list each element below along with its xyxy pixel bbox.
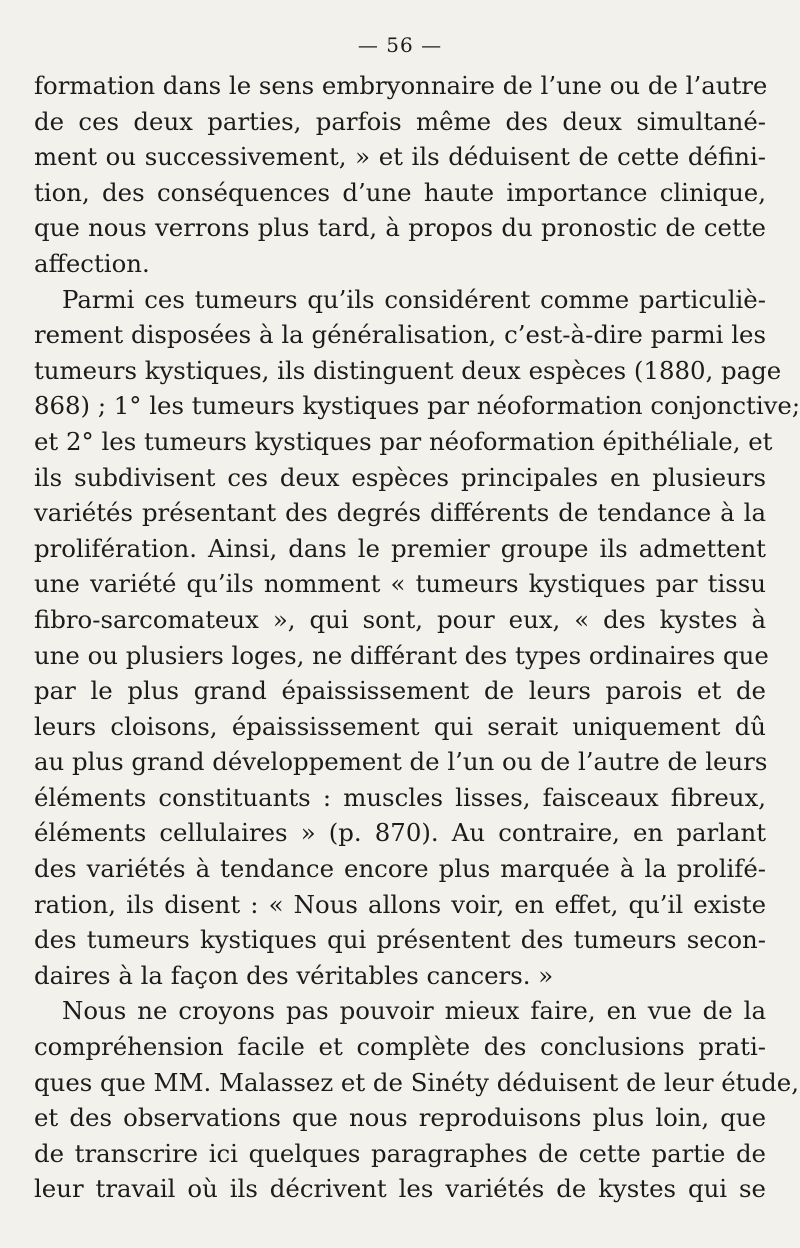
text-line: ment ou successivement, » et ils déduisent de cette défini- bbox=[34, 142, 766, 172]
text-line: ils subdivisent ces deux espèces principales en plusieurs bbox=[34, 462, 766, 492]
text-line: par le plus grand épaississement de leurs parois et de bbox=[34, 676, 766, 706]
text-line: affection. bbox=[34, 248, 150, 278]
text-line: éléments constituants : muscles lisses, faisceaux fibreux, bbox=[34, 782, 766, 812]
body-text bbox=[34, 68, 800, 1207]
text-line: que nous verrons plus tard, à propos du pronostic de cette bbox=[34, 213, 766, 243]
text-line: et 2° les tumeurs kystiques par néoformation épithéliale, et bbox=[34, 426, 773, 456]
text-line: Nous ne croyons pas pouvoir mieux faire, en vue de la bbox=[62, 996, 766, 1026]
text-line: de ces deux parties, parfois même des deux simultané- bbox=[34, 106, 766, 136]
text-line: et des observations que nous reproduisons plus loin, que bbox=[34, 1103, 766, 1133]
text-line: formation dans le sens embryonnaire de l’une ou de l’autre bbox=[34, 71, 768, 100]
text-line: fibro-sarcomateux », qui sont, pour eux, « des kystes à bbox=[34, 604, 766, 634]
text-line: rement disposées à la généralisation, c’est-à-dire parmi les bbox=[34, 320, 766, 350]
text-line: daires à la façon des véritables cancers. » bbox=[34, 960, 554, 990]
text-line: prolifération. Ainsi, dans le premier groupe ils admettent bbox=[34, 533, 766, 563]
text-line: ration, ils disent : « Nous allons voir, en effet, qu’il existe bbox=[34, 889, 766, 919]
text-line: une ou plusiers loges, ne différant des types ordinaires que bbox=[34, 640, 769, 670]
text-line: compréhension facile et complète des conclusions prati- bbox=[34, 1032, 766, 1062]
text-line: ques que MM. Malassez et de Sinéty déduisent de leur étude, bbox=[34, 1067, 799, 1097]
text-line: des variétés à tendance encore plus marquée à la prolifé- bbox=[34, 854, 766, 884]
text-line: une variété qu’ils nomment « tumeurs kystiques par tissu bbox=[34, 569, 766, 599]
text-line: variétés présentant des degrés différents de tendance à la bbox=[34, 498, 766, 528]
text-line: leurs cloisons, épaississement qui serait uniquement dû bbox=[34, 711, 766, 741]
text-line: tumeurs kystiques, ils distinguent deux espèces (1880, page bbox=[34, 355, 782, 385]
text-line: des tumeurs kystiques qui présentent des tumeurs secon- bbox=[34, 925, 766, 955]
text-line: tion, des conséquences d’une haute importance clinique, bbox=[34, 177, 766, 207]
text-line: Parmi ces tumeurs qu’ils considérent comme particuliè- bbox=[62, 284, 766, 314]
text-line: 868) ; 1° les tumeurs kystiques par néoformation conjonctive; bbox=[34, 391, 800, 421]
text-line: leur travail où ils décrivent les variétés de kystes qui se bbox=[34, 1174, 766, 1204]
text-line: de transcrire ici quelques paragraphes de cette partie de bbox=[34, 1138, 766, 1168]
page-number: — 56 — bbox=[357, 33, 443, 57]
text-line: au plus grand développement de l’un ou de l’autre de leurs bbox=[34, 747, 768, 777]
text-line: éléments cellulaires » (p. 870). Au contraire, en parlant bbox=[34, 818, 766, 848]
